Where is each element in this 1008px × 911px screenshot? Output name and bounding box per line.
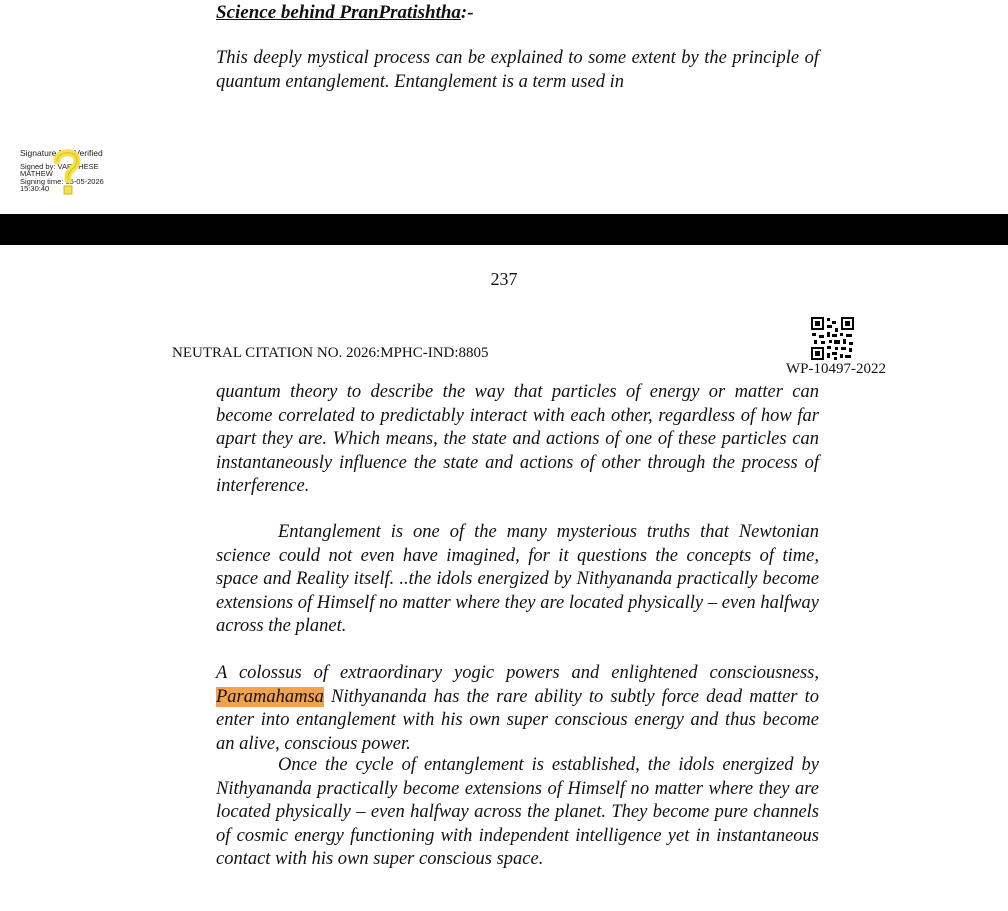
signing-time-label: Signing time: 15-05-2026	[20, 176, 104, 186]
signed-by-label: Signed by: VARGHESE	[20, 162, 99, 172]
page-separator-bar	[0, 214, 1008, 245]
signing-time-value: 15:30:40	[20, 183, 50, 193]
signature-status: Signature Not Verified	[20, 148, 103, 158]
body-paragraph-2: Entanglement is one of the many mysterious truths that Newtonian science could not even have imagined, for it questions the concepts of time, space and Reality itself. ..the idols energized by Nithyananda practically become extensions of Himself no matter where they are located physically – even halfway across the planet.	[216, 522, 819, 637]
highlighted-word[interactable]: Paramahamsa	[216, 686, 324, 707]
page-number: 237	[490, 269, 518, 289]
signed-by-name: MATHEW	[20, 169, 53, 179]
paragraph-3-line-1: A colossus of extraordinary yogic powers and enlightened consciousness,	[216, 663, 819, 683]
body-paragraph-1: quantum theory to describe the way that particles of energy or matter can become correlated to predictably interact with each other, regardless of how far apart they are. Which means, the state and actions of one of these particles can instantaneously influence the state and actions of other through the process of interference.	[216, 382, 819, 497]
body-paragraph-3	[216, 662, 819, 756]
signature-block	[20, 150, 116, 192]
section-heading: Science behind PranPratishtha:-	[216, 2, 474, 23]
paragraph-3-rest: Nithyananda has the rare ability to subtly force dead matter to enter into entanglement with his own super conscious energy and thus become an alive, conscious power.	[216, 686, 819, 754]
qr-code-icon	[810, 316, 855, 361]
neutral-citation: NEUTRAL CITATION NO. 2026:MPHC-IND:8805	[172, 345, 489, 361]
intro-paragraph: This deeply mystical process can be explained to some extent by the principle of quantum entanglement. Entanglement is a term used in	[216, 48, 819, 92]
body-paragraph-4: Once the cycle of entanglement is established, the idols energized by Nithyananda practically become extensions of Himself no matter where they are located physically – even halfway across the planet. They become pure channels of cosmic energy functioning with independent intelligence yet in instantaneous contact with his own super conscious space.	[216, 755, 819, 870]
case-number: WP-10497-2022	[786, 361, 886, 377]
